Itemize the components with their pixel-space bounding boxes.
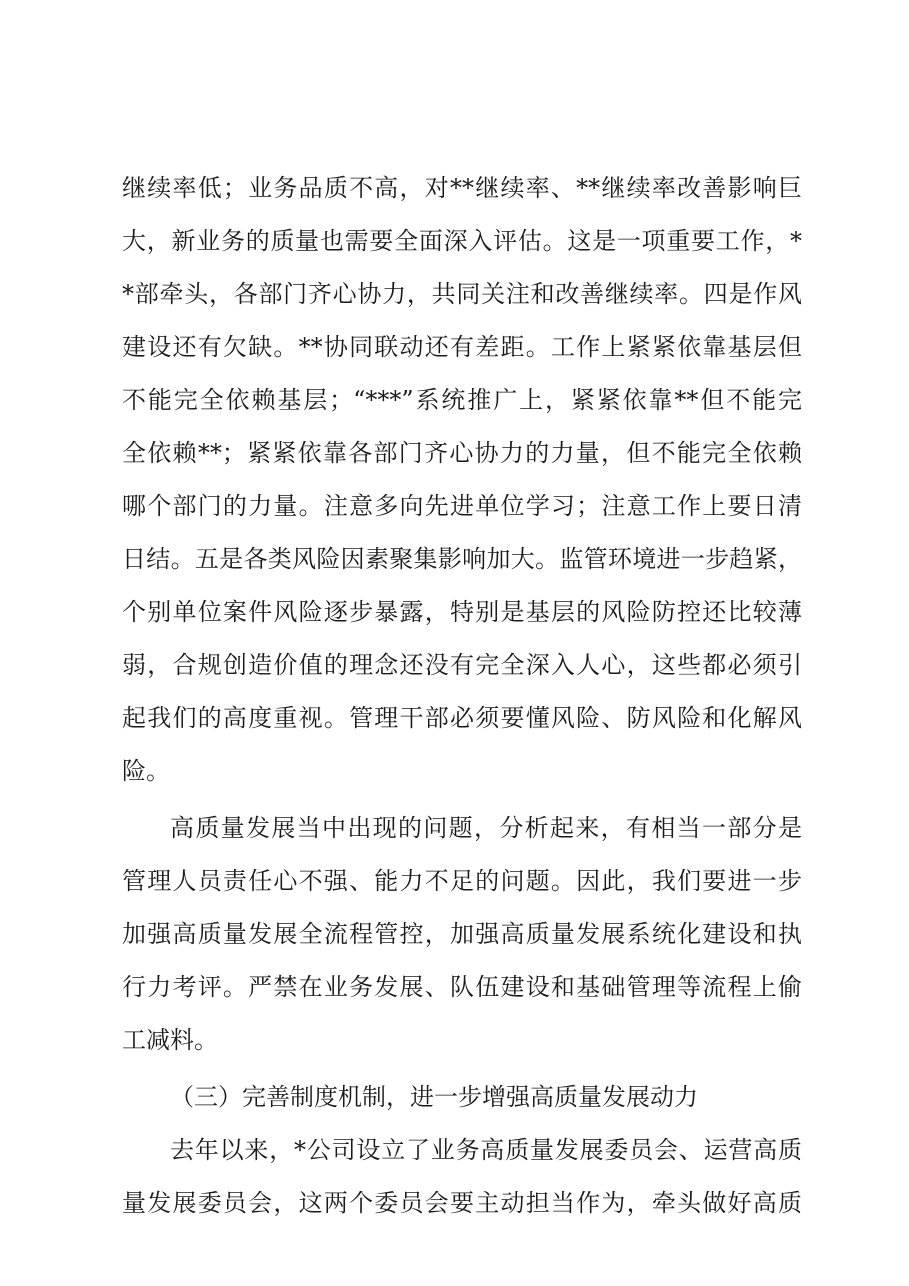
paragraph (122, 802, 802, 1067)
text-line: 加强高质量发展全流程管控，加强高质量发展系统化建设和执 (122, 920, 802, 948)
section-heading: （三）完善制度机制，进一步增强高质量发展动力 (170, 1083, 698, 1111)
paragraph (122, 1124, 802, 1230)
text-line: 量发展委员会，这两个委员会要主动担当作为，牵头做好高质 (122, 1189, 802, 1217)
text-line: 工减料。 (122, 1026, 218, 1054)
text-line: 管理人员责任心不强、能力不足的问题。因此，我们要进一步 (122, 867, 802, 895)
text-line: *部牵头，各部门齐心协力，共同关注和改善继续率。四是作风 (122, 280, 802, 308)
text-line: 个别单位案件风险逐步暴露，特别是基层的风险防控还比较薄 (122, 598, 802, 626)
text-line: 险。 (122, 757, 170, 785)
text-line: 大，新业务的质量也需要全面深入评估。这是一项重要工作，* (122, 227, 802, 255)
text-line: 全依赖**；紧紧依靠各部门齐心协力的力量，但不能完全依赖 (122, 439, 802, 467)
document-body (122, 162, 802, 1230)
text-line: 建设还有欠缺。**协同联动还有差距。工作上紧紧依靠基层但 (122, 333, 802, 361)
text-line: 高质量发展当中出现的问题，分析起来，有相当一部分是 (170, 814, 802, 842)
text-line: 去年以来，*公司设立了业务高质量发展委员会、运营高质 (170, 1136, 802, 1164)
text-line: 日结。五是各类风险因素聚集影响加大。监管环境进一步趋紧， (122, 545, 802, 573)
text-line: 行力考评。严禁在业务发展、队伍建设和基础管理等流程上偷 (122, 973, 802, 1001)
text-line: 不能完全依赖基层；“***”系统推广上，紧紧依靠**但不能完 (122, 386, 802, 414)
text-line: 弱，合规创造价值的理念还没有完全深入人心，这些都必须引 (122, 651, 802, 679)
text-line: 继续率低；业务品质不高，对**继续率、**继续率改善影响巨 (122, 174, 802, 202)
text-line: 哪个部门的力量。注意多向先进单位学习；注意工作上要日清 (122, 492, 802, 520)
text-line: 起我们的高度重视。管理干部必须要懂风险、防风险和化解风 (122, 704, 802, 732)
paragraph (122, 162, 802, 798)
